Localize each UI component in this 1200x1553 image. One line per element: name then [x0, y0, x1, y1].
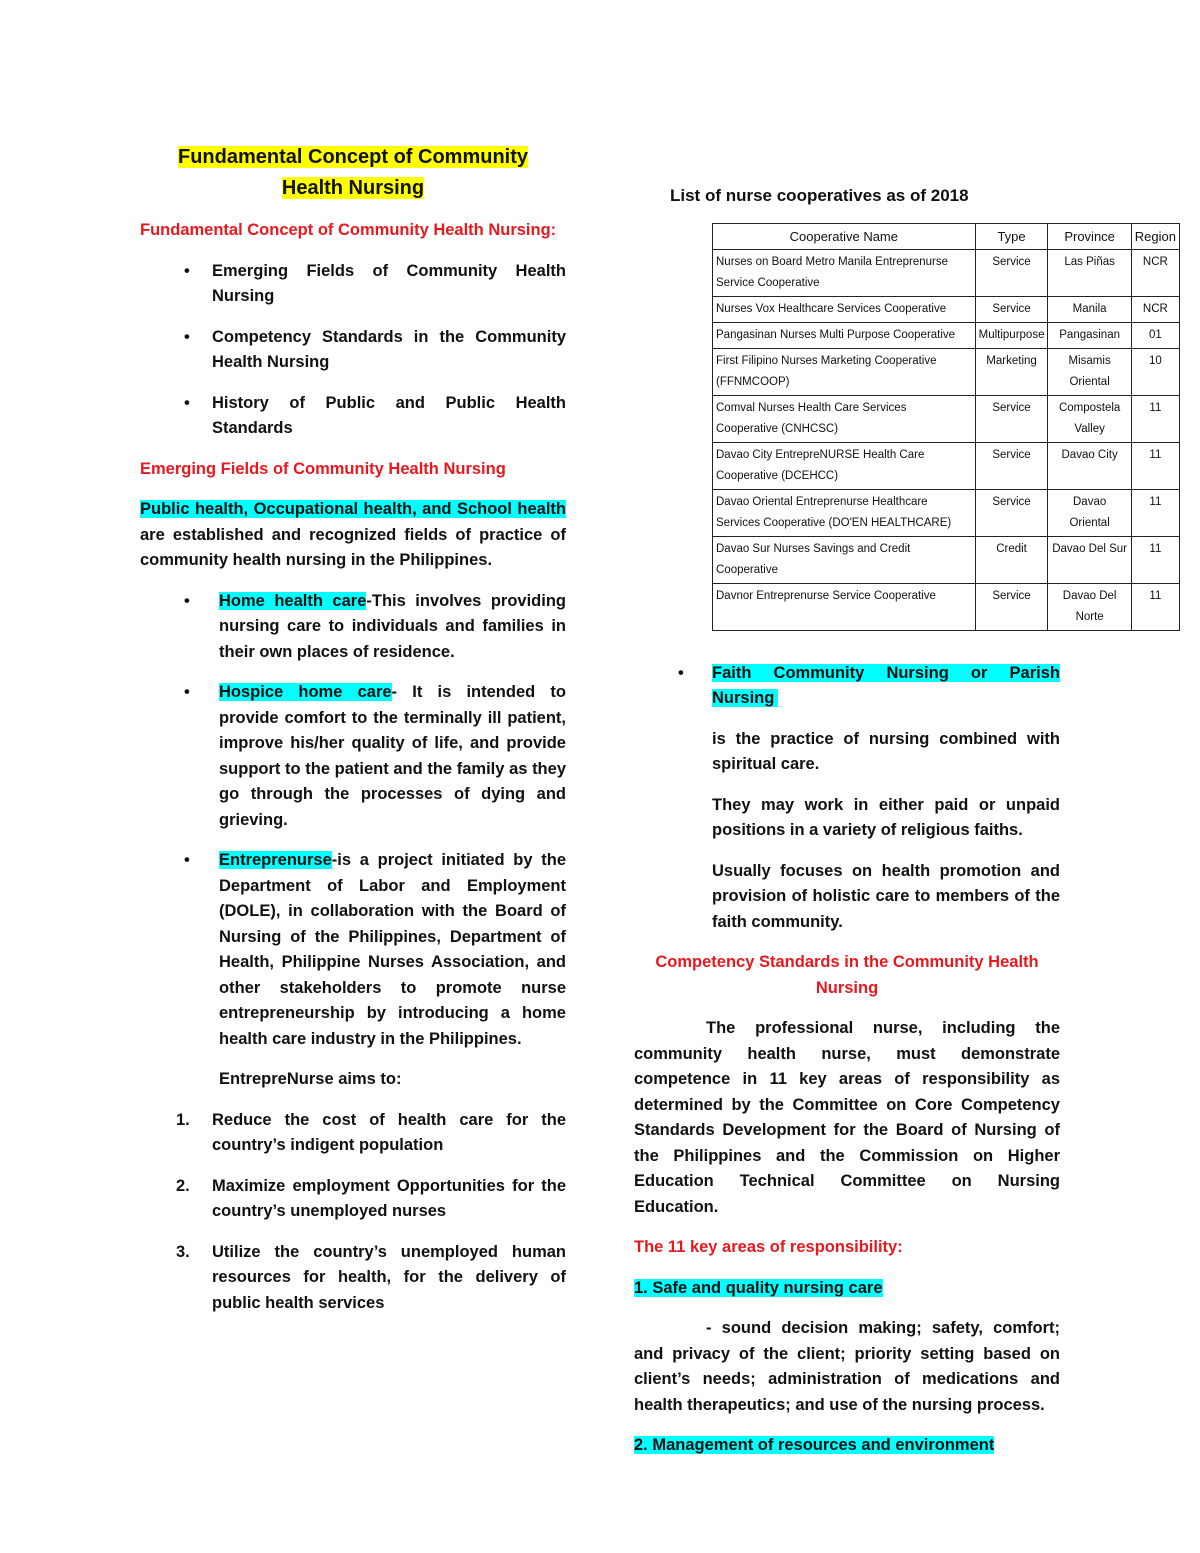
list-item: 2. Maximize employment Opportunities for the country’s unemployed nurses: [176, 1176, 566, 1220]
aims-list: [140, 1108, 566, 1317]
table-cell: Service: [975, 249, 1048, 296]
table-cell: Service: [975, 442, 1048, 489]
table-cell: Misamis Oriental: [1048, 348, 1131, 395]
table-cell: 11: [1131, 442, 1179, 489]
key-area-1-text: - sound decision making; safety, comfort; and privacy of the client; priority setting based on client’s needs; administration of medications and health therapeutics; and use of the nursing process.: [634, 1319, 1060, 1414]
fields-paragraph: Public health, Occupational health, and School health are established and recognized fields of practice of community health nursing in the Philippines.: [140, 500, 566, 569]
table-cell: 01: [1131, 322, 1179, 348]
table-cell: Davnor Entreprenurse Service Cooperative: [713, 583, 976, 630]
faith-paragraph: They may work in either paid or unpaid positions in a variety of religious faiths.: [712, 795, 1060, 839]
list-item: 1. Reduce the cost of health care for the country’s indigent population: [176, 1110, 566, 1154]
table-row: [713, 296, 1180, 322]
table-cell: Service: [975, 395, 1048, 442]
table-cell: Credit: [975, 536, 1048, 583]
list-item: • Hospice home care- It is intended to provide comfort to the terminally ill patient, improve his/her quality of life, and provide support to the patient and the family as they go through the processes of dying and grieving.: [140, 680, 566, 833]
column-header: Cooperative Name: [713, 223, 976, 249]
competency-paragraph: The professional nurse, including the community health nurse, must demonstrate competence in 11 key areas of responsibility as determined by the Committee on Core Competency Standards Development for the Board of Nursing of the Philippines and the Commission on Higher Education Technical Committee on Nursing Education.: [634, 1019, 1060, 1216]
table-cell: Pangasinan Nurses Multi Purpose Cooperative: [713, 322, 976, 348]
table-row: [713, 322, 1180, 348]
list-item: • Entreprenurse-is a project initiated by the Department of Labor and Employment (DOLE), in collaboration with the Board of Nursing of the Philippines, Department of Health, Philippine Nurses Association, and other stakeholders to promote nurse entrepreneurship by introducing a home health care industry in the Philippines.: [140, 848, 566, 1052]
table-cell: 11: [1131, 395, 1179, 442]
key-areas-heading: The 11 key areas of responsibility:: [634, 1238, 903, 1256]
table-row: [713, 249, 1180, 296]
table-cell: Marketing: [975, 348, 1048, 395]
document-title: Fundamental Concept of Community Health Nursing: [178, 146, 528, 199]
field-list: [140, 589, 566, 1053]
key-area-1: 1. Safe and quality nursing care: [634, 1278, 883, 1297]
table-cell: NCR: [1131, 296, 1179, 322]
aims-label: EntrepreNurse aims to:: [219, 1070, 402, 1088]
key-area-2: 2. Management of resources and environment: [634, 1436, 995, 1454]
section-heading-competency: Competency Standards in the Community Health Nursing: [655, 953, 1039, 997]
table-cell: Davao Oriental Entreprenurse Healthcare Services Cooperative (DO'EN HEALTHCARE): [713, 489, 976, 536]
bullet-icon: •: [184, 683, 190, 701]
faith-paragraph: Usually focuses on health promotion and provision of holistic care to members of the faith community.: [712, 861, 1060, 931]
table-cell: Davao Sur Nurses Savings and Credit Cooperative: [713, 536, 976, 583]
table-row: [713, 536, 1180, 583]
table-cell: Nurses Vox Healthcare Services Cooperative: [713, 296, 976, 322]
table-caption: List of nurse cooperatives as of 2018: [670, 186, 969, 205]
table-cell: Service: [975, 296, 1048, 322]
table-cell: 11: [1131, 489, 1179, 536]
table-row: [713, 489, 1180, 536]
list-item: • Competency Standards in the Community Health Nursing: [140, 325, 566, 376]
cooperatives-table: [712, 223, 1180, 631]
table-cell: 11: [1131, 583, 1179, 630]
table-cell: Davao City: [1048, 442, 1131, 489]
column-header: Province: [1048, 223, 1131, 249]
table-cell: First Filipino Nurses Marketing Cooperative (FFNMCOOP): [713, 348, 976, 395]
topic-list: [140, 259, 566, 442]
table-cell: Las Piñas: [1048, 249, 1131, 296]
section-heading-emerging: Emerging Fields of Community Health Nursing: [140, 459, 506, 478]
table-row: [713, 395, 1180, 442]
table-cell: Pangasinan: [1048, 322, 1131, 348]
table-row: [713, 348, 1180, 395]
table-cell: Davao Del Sur: [1048, 536, 1131, 583]
table-cell: Comval Nurses Health Care Services Cooperative (CNHCSC): [713, 395, 976, 442]
bullet-icon: •: [678, 663, 684, 682]
bullet-icon: •: [184, 393, 190, 412]
left-column: [140, 142, 566, 1331]
bullet-icon: •: [184, 327, 190, 346]
table-cell: 11: [1131, 536, 1179, 583]
column-header: Type: [975, 223, 1048, 249]
column-header: Region: [1131, 223, 1179, 249]
faith-title-row: [678, 661, 1060, 712]
list-item: • History of Public and Public Health Standards: [140, 391, 566, 442]
list-item: • Home health care-This involves providing nursing care to individuals and families in their own places of residence.: [140, 589, 566, 666]
list-item: • Emerging Fields of Community Health Nursing: [140, 259, 566, 310]
subheading: Fundamental Concept of Community Health Nursing:: [140, 221, 557, 239]
bullet-icon: •: [184, 261, 190, 280]
bullet-icon: •: [184, 591, 190, 610]
table-cell: Nurses on Board Metro Manila Entreprenurse Service Cooperative: [713, 249, 976, 296]
table-row: [713, 442, 1180, 489]
table-cell: Davao City EntrepreNURSE Health Care Cooperative (DCEHCC): [713, 442, 976, 489]
list-item: 3. Utilize the country’s unemployed human resources for health, for the delivery of public health services: [176, 1242, 566, 1312]
bullet-icon: •: [184, 851, 190, 869]
right-column: [634, 183, 1176, 1474]
table-row: [713, 583, 1180, 630]
table-cell: 10: [1131, 348, 1179, 395]
faith-paragraph: is the practice of nursing combined with spiritual care.: [712, 729, 1060, 773]
table-cell: Manila: [1048, 296, 1131, 322]
table-cell: Compostela Valley: [1048, 395, 1131, 442]
table-cell: Davao Oriental: [1048, 489, 1131, 536]
table-cell: Service: [975, 489, 1048, 536]
faith-title: Faith Community Nursing or Parish Nursing: [712, 663, 1060, 707]
table-cell: Multipurpose: [975, 322, 1048, 348]
table-cell: Service: [975, 583, 1048, 630]
table-cell: NCR: [1131, 249, 1179, 296]
table-cell: Davao Del Norte: [1048, 583, 1131, 630]
table-header-row: [713, 223, 1180, 249]
